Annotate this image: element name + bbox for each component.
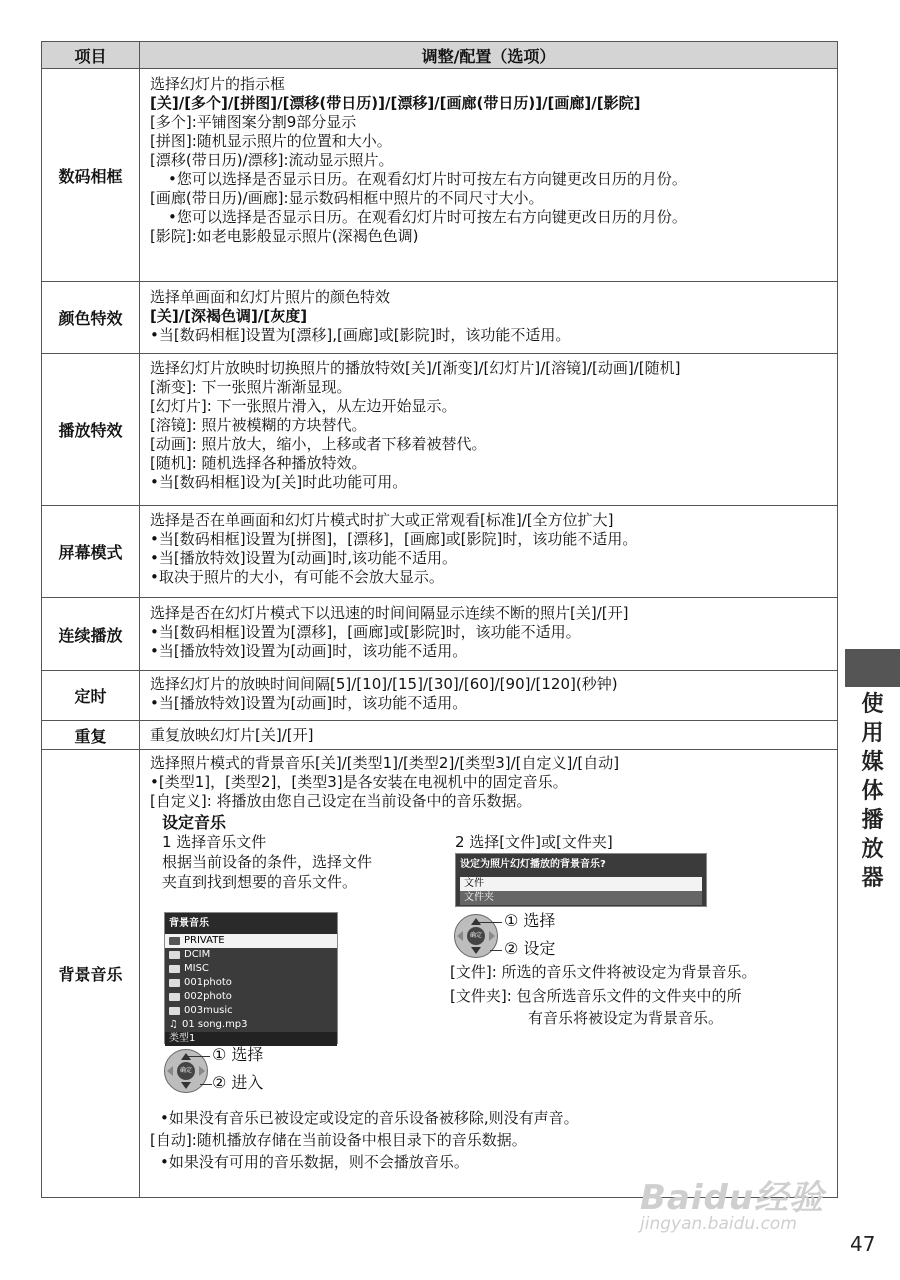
leader-line xyxy=(188,1056,210,1057)
text-line: 重复放映幻灯片[关]/[开] xyxy=(150,725,314,744)
file-item[interactable] xyxy=(165,1018,337,1032)
label-burst-play: 连续播放 xyxy=(42,598,140,671)
text-line: 选择幻灯片放映时切换照片的播放特效[关]/[渐变]/[幻灯片]/[溶镜]/[动画]/[随机] xyxy=(150,359,681,377)
content-transition-effect xyxy=(140,354,838,506)
auto-desc: [自动]:随机播放存储在当前设备中根目录下的音乐数据。 xyxy=(150,1131,527,1149)
header-options: 调整/配置（选项） xyxy=(140,42,838,69)
folder-icon xyxy=(169,951,180,959)
arrow-right-icon xyxy=(489,931,495,941)
content-digital-frame xyxy=(140,69,838,282)
text-line: [幻灯片]: 下一张照片滑入，从左边开始显示。 xyxy=(150,397,457,415)
step1-title: 1 选择音乐文件 xyxy=(162,833,267,851)
note-line: •当[播放特效]设置为[动画]时，该功能不适用。 xyxy=(150,642,468,660)
set-music-panel xyxy=(150,811,831,1183)
ok-button-icon: 确定 xyxy=(177,1062,195,1080)
nav-set-label: ② 设定 xyxy=(504,939,556,958)
label-interval: 定时 xyxy=(42,671,140,721)
arrow-right-icon xyxy=(199,1066,205,1076)
step1-desc: 夹直到找到想要的音乐文件。 xyxy=(162,873,358,891)
nav-select-label: ① 选择 xyxy=(504,911,556,930)
note-line: •当[播放特效]设置为[动画]时,该功能不适用。 xyxy=(150,549,458,567)
note-line: •当[数码相框]设为[关]时此功能可用。 xyxy=(150,473,408,491)
folder-icon xyxy=(169,937,180,945)
note-line: •当[播放特效]设置为[动画]时，该功能不适用。 xyxy=(150,694,468,712)
text-line: [画廊(带日历)/画廊]:显示数码相框中照片的不同尺寸大小。 xyxy=(150,189,544,207)
note-line: •当[数码相框]设置为[漂移]，[画廊]或[影院]时，该功能不适用。 xyxy=(150,623,581,641)
bgm-dialog xyxy=(455,853,707,907)
label-screen-mode: 屏幕模式 xyxy=(42,506,140,598)
content-interval xyxy=(140,671,838,721)
note-line: •当[数码相框]设置为[拼图]，[漂移]，[画廊]或[影院]时，该功能不适用。 xyxy=(150,530,638,548)
note-line: •如果没有音乐已被设定或设定的音乐设备被移除,则没有声音。 xyxy=(160,1109,579,1127)
label-bgm: 背景音乐 xyxy=(42,750,140,1198)
options-line: [关]/[深褐色调]/[灰度] xyxy=(150,307,308,325)
row-transition-effect xyxy=(42,354,838,506)
bgm-dialog-title: 设定为照片幻灯播放的背景音乐? xyxy=(456,854,706,875)
text-line: 选择幻灯片的指示框 xyxy=(150,75,286,93)
note-line: •您可以选择是否显示日历。在观看幻灯片时可按左右方向键更改日历的月份。 xyxy=(168,170,687,188)
file-item-label: 01 song.mp3 xyxy=(181,1019,248,1030)
file-item-label: 003music xyxy=(184,1005,233,1016)
text-line: [自定义]: 将播放由您自己设定在当前设备中的音乐数据。 xyxy=(150,792,532,810)
row-bgm xyxy=(42,750,838,1198)
label-color-effect: 颜色特效 xyxy=(42,282,140,354)
text-line: [动画]: 照片放大，缩小，上移或者下移着被替代。 xyxy=(150,435,487,453)
file-item[interactable] xyxy=(165,990,337,1004)
music-note-icon: ♫ xyxy=(169,1019,178,1030)
content-burst-play xyxy=(140,598,838,671)
folder-desc: [文件夹]: 包含所选音乐文件的文件夹中的所 xyxy=(450,987,742,1005)
file-item[interactable] xyxy=(165,1004,337,1018)
file-item[interactable] xyxy=(165,948,337,962)
remote-dpad-icon xyxy=(454,914,498,958)
dialog-option-folder[interactable]: 文件夹 xyxy=(460,891,702,905)
file-browser-title: 背景音乐 xyxy=(165,913,337,934)
file-item[interactable] xyxy=(165,976,337,990)
text-line: [渐变]: 下一张照片渐渐显现。 xyxy=(150,378,352,396)
folder-icon xyxy=(169,993,180,1001)
text-line: [多个]:平铺图案分割9部分显示 xyxy=(150,113,357,131)
side-tab-marker xyxy=(845,649,900,687)
side-tab-label: 使用媒体播放器 xyxy=(861,692,884,891)
label-digital-frame: 数码相框 xyxy=(42,69,140,282)
row-digital-frame xyxy=(42,69,838,282)
text-line: 选择是否在单画面和幻灯片模式时扩大或正常观看[标准]/[全方位扩大] xyxy=(150,511,614,529)
text-line: 选择是否在幻灯片模式下以迅速的时间间隔显示连续不断的照片[关]/[开] xyxy=(150,604,629,622)
text-line: 选择幻灯片的放映时间间隔[5]/[10]/[15]/[30]/[60]/[90]/[120](秒钟) xyxy=(150,675,618,693)
content-color-effect xyxy=(140,282,838,354)
header-item: 项目 xyxy=(42,42,140,69)
table-header-row xyxy=(42,42,838,69)
note-line: •[类型1]，[类型2]，[类型3]是各安装在电视机中的固定音乐。 xyxy=(150,773,568,791)
text-line: [拼图]:随机显示照片的位置和大小。 xyxy=(150,132,392,150)
note-line: •您可以选择是否显示日历。在观看幻灯片时可按左右方向键更改日历的月份。 xyxy=(168,208,687,226)
step1-desc: 根据当前设备的条件，选择文件 xyxy=(162,853,373,871)
nav-enter-label: ② 进入 xyxy=(212,1073,264,1092)
leader-line xyxy=(200,1084,212,1085)
text-line: 选择照片模式的背景音乐[关]/[类型1]/[类型2]/[类型3]/[自定义]/[自动] xyxy=(150,754,620,772)
file-item[interactable] xyxy=(165,934,337,948)
row-repeat xyxy=(42,721,838,750)
file-item-label: 001photo xyxy=(184,977,232,988)
arrow-down-icon xyxy=(181,1082,191,1089)
content-repeat xyxy=(140,721,838,750)
watermark-brand: Baidu经验 xyxy=(640,1178,825,1218)
settings-table xyxy=(41,41,838,1198)
set-music-title: 设定音乐 xyxy=(162,813,227,832)
row-screen-mode xyxy=(42,506,838,598)
file-browser-screen xyxy=(164,912,338,1044)
folder-icon xyxy=(169,1007,180,1015)
text-line: 选择单画面和幻灯片照片的颜色特效 xyxy=(150,288,391,306)
text-line: [影院]:如老电影般显示照片(深褐色色调) xyxy=(150,227,419,245)
arrow-left-icon xyxy=(457,931,463,941)
text-line: [溶镜]: 照片被模糊的方块替代。 xyxy=(150,416,367,434)
file-item[interactable] xyxy=(165,962,337,976)
folder-desc-cont: 有音乐将被设定为背景音乐。 xyxy=(528,1009,724,1027)
file-item-label: DCIM xyxy=(184,949,211,960)
label-transition-effect: 播放特效 xyxy=(42,354,140,506)
note-line: •取决于照片的大小，有可能不会放大显示。 xyxy=(150,568,444,586)
dialog-option-file[interactable]: 文件 xyxy=(460,877,702,891)
note-line: •当[数码相框]设置为[漂移],[画廊]或[影院]时，该功能不适用。 xyxy=(150,326,571,344)
text-line: [随机]: 随机选择各种播放特效。 xyxy=(150,454,367,472)
content-bgm xyxy=(140,750,838,1198)
row-burst-play xyxy=(42,598,838,671)
file-item-label: PRIVATE xyxy=(184,935,225,946)
leader-line xyxy=(490,950,502,951)
folder-icon xyxy=(169,965,180,973)
arrow-down-icon xyxy=(471,947,481,954)
row-interval xyxy=(42,671,838,721)
watermark-url: jingyan.baidu.com xyxy=(640,1214,797,1234)
label-repeat: 重复 xyxy=(42,721,140,750)
leader-line xyxy=(478,922,502,923)
nav-select-label: ① 选择 xyxy=(212,1045,264,1064)
step2-title: 2 选择[文件]或[文件夹] xyxy=(455,833,613,851)
arrow-left-icon xyxy=(167,1066,173,1076)
content-screen-mode xyxy=(140,506,838,598)
folder-icon xyxy=(169,979,180,987)
options-line: [关]/[多个]/[拼图]/[漂移(带日历)]/[漂移]/[画廊(带日历)]/[画廊]/[影院] xyxy=(150,94,641,112)
file-desc: [文件]: 所选的音乐文件将被设定为背景音乐。 xyxy=(450,963,757,981)
file-item-label: MISC xyxy=(184,963,209,974)
ok-button-icon: 确定 xyxy=(467,927,485,945)
text-line: [漂移(带日历)/漂移]:流动显示照片。 xyxy=(150,151,394,169)
note-line: •如果没有可用的音乐数据，则不会播放音乐。 xyxy=(160,1153,469,1171)
file-browser-footer: 类型1 xyxy=(165,1032,337,1046)
file-item-label: 002photo xyxy=(184,991,232,1002)
side-tab-text xyxy=(845,690,900,893)
row-color-effect xyxy=(42,282,838,354)
page-number: 47 xyxy=(850,1232,876,1256)
